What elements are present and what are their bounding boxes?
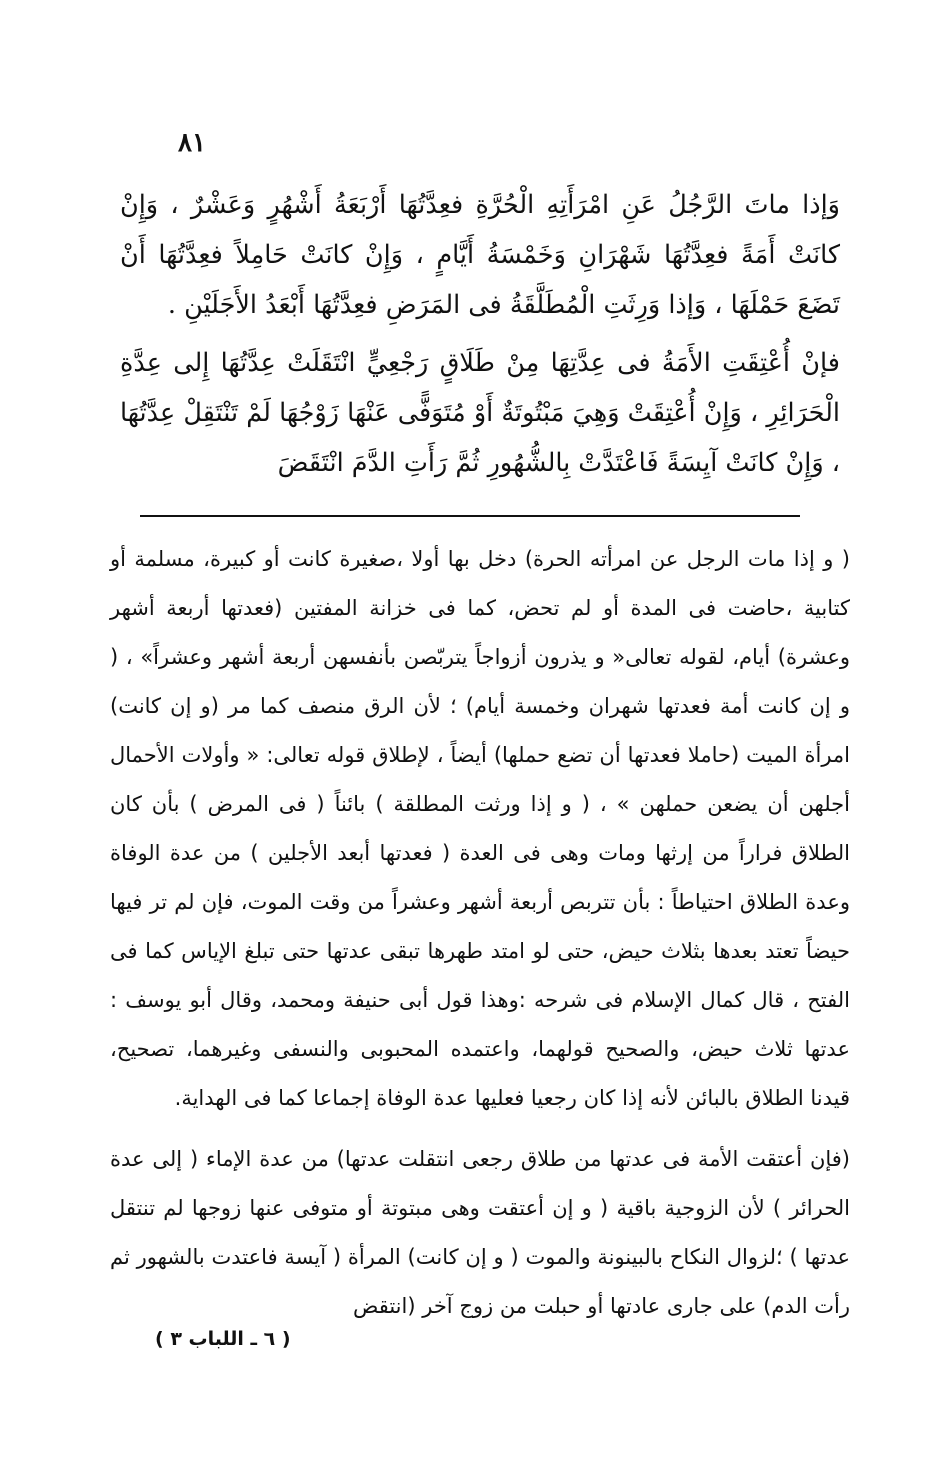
page-number: ٨١ [178, 128, 206, 158]
commentary-paragraph: (فإن أعتقت الأمة فى عدتها من طلاق رجعى انتقلت عدتها) من عدة الإماء ( إلى عدة الحرائر ) لأن الزوجية باقية ( و إن أعتقت وهى مبتوتة أو متوفى عنها زوجها لم تنتقل عدتها ) ؛لزوال النكاح بالبينونة والموت ( و إن كانت) المرأة ( آيسة فاعتدت بالشهور ثم رأت الدم) على جارى عادتها أو حبلت من زوج آخر (انتقض [110, 1147, 850, 1318]
printer-signature-mark: ( ٦ ـ اللباب ٣ ) [155, 1328, 291, 1350]
main-text-paragraph: وَإذا ماتَ الرَّجُلُ عَنِ امْرَأَتِهِ الْحُرَّةِ فعِدَّتُهَا أَرْبَعَةُ أَشْهُرٍ وَعَشْرٌ ، وَإِنْ كانَتْ أَمَةً فعِدَّتُهَا شَهْرَانِ وَخَمْسَةُ أَيَّامٍ ، وَإِنْ كانَتْ حَامِلاً فعِدَّتُهَا أَنْ تَضَعَ حَمْلَهَا ، وَإذا وَرِثَتِ الْمُطَلَّقَةُ فى المَرَضِ فعِدَّتُهَا أَبْعَدُ الأَجَلَيْنِ . [120, 190, 840, 320]
section-divider [140, 515, 800, 517]
main-text-paragraph: فإنْ أُعْتِقَتِ الأَمَةُ فى عِدَّتِهَا مِنْ طَلَاقٍ رَجْعِيٍّ انْتَقَلَتْ عِدَّتُهَا إِلى عِدَّةِ الْحَرَائِرِ ، وَإِنْ أُعْتِقَتْ وَهِيَ مَبْتُوتَةٌ أَوْ مُتَوَفًّى عَنْهَا زَوْجُهَا لَمْ تَنْتَقِلْ عِدَّتُهَا ، وَإِنْ كانَتْ آيِسَةً فَاعْتَدَّتْ بِالشُّهُورِ ثُمَّ رَأَتِ الدَّمَ انْتَقَضَ [120, 348, 840, 478]
commentary-paragraph: ( و إذا مات الرجل عن امرأته الحرة) دخل بها أولا ،صغيرة كانت أو كبيرة، مسلمة أو كتابية ،حاضت فى المدة أو لم تحض، كما فى خزانة المفتين (فعدتها أربعة أشهر وعشرة) أيام، لقوله تعالى« و يذرون أزواجاً يتربّصن بأنفسهن أربعة أشهر وعشراً» ، ( و إن كانت أمة فعدتها شهران وخمسة أيام) ؛ لأن الرق منصف كما مر (و إن كانت) امرأة الميت (حاملا فعدتها أن تضع حملها) أيضاً ، لإطلاق قوله تعالى: « وأولات الأحمال أجلهن أن يضعن حملهن » ، ( و إذا ورثت المطلقة ) بائناً ( فى المرض ) بأن كان الطلاق فراراً من إرثها ومات وهى فى العدة ( فعدتها أبعد الأجلين ) من عدة الوفاة وعدة الطلاق احتياطاً : بأن تتربص أربعة أشهر وعشراً من وقت الموت، فإن لم تر فيها حيضاً تعتد بعدها بثلاث حيض، حتى لو امتد طهرها تبقى عدتها حتى تبلغ الإياس كما فى الفتح ، قال كمال الإسلام فى شرحه :وهذا قول أبى حنيفة ومحمد، وقال أبو يوسف : عدتها ثلاث حيض، والصحيح قولهما، واعتمده المحبوبى والنسفى وغيرهما، تصحيح، قيدنا الطلاق بالبائن لأنه إذا كان رجعيا فعليها عدة الوفاة إجماعا كما فى الهداية. [110, 547, 850, 1110]
commentary-block [110, 535, 850, 1331]
main-text-block [120, 180, 840, 488]
